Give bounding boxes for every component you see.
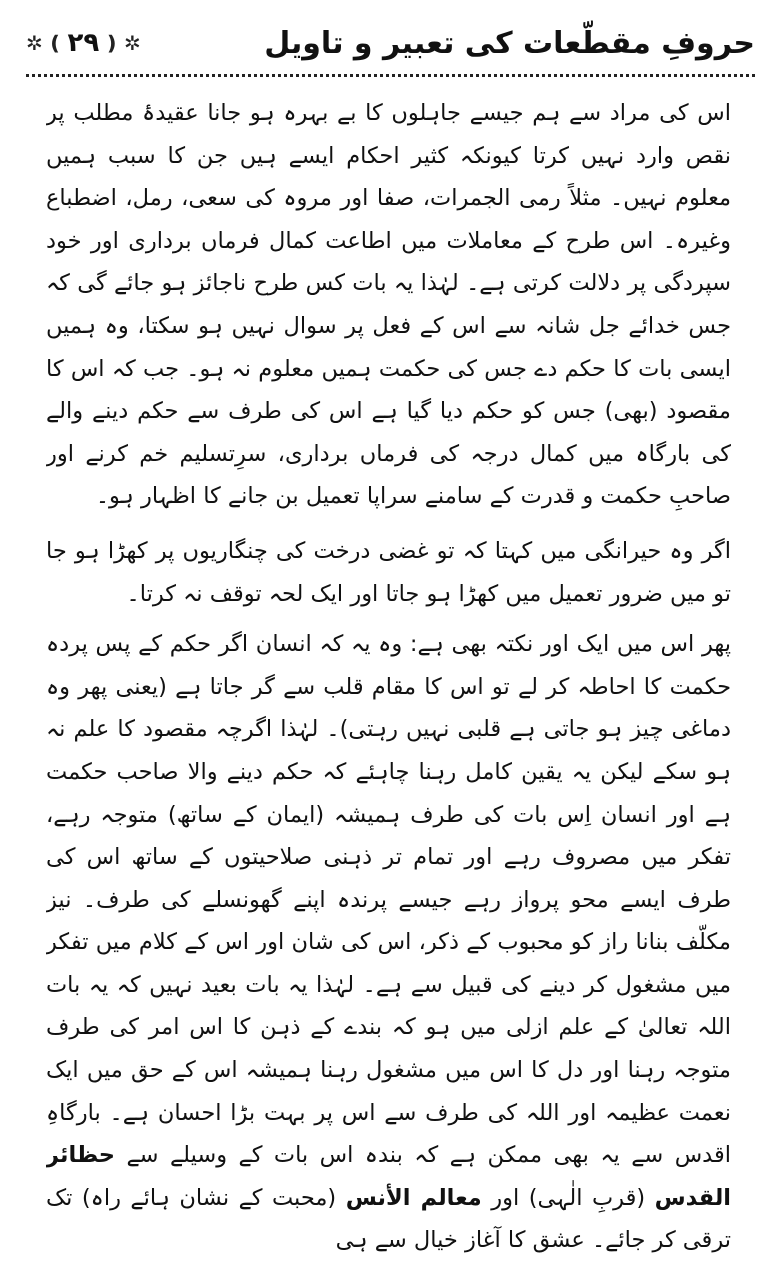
paragraph-1: اس کی مراد سے ہم جیسے جاہلوں کا بے بہرہ ہو جانا عقیدۂ مطلب پر نقص وارد نہیں کرتا کیونکہ کثیر احکام ایسے ہیں جن کا سبب ہمیں معلوم نہیں۔ مثلاً رمی الجمرات، صفا اور مروہ کی سعی، رمل، اضطباع وغیرہ۔ اس طرح کے معاملات میں اطاعت کمال فرماں برداری اور خود سپردگی پر دلالت کرتی ہے۔ لہٰذا یہ بات کس طرح ناجائز ہو جائے گی کہ جس خدائے جل شانہ سے اس کے فعل پر سوال نہیں ہو سکتا، وہ ہمیں ایسی بات کا حکم دے جس کی حکمت ہمیں معلوم نہ ہو۔ جب کہ اس کا مقصود (بھی) جس کو حکم دیا گیا ہے اس کی طرف سے حکم دینے والے کی بارگاہ میں کمال درجہ کی فرماں برداری، سرِتسلیم خم کرنے اور صاحبِ حکمت و قدرت کے سامنے سراپا تعمیل بن جانے کا اظہار ہو۔ bbox=[46, 100, 731, 510]
right-ornament-icon: ✲ bbox=[124, 31, 141, 55]
page-number-ornament bbox=[26, 28, 141, 58]
left-bracket-icon: ❪ bbox=[46, 31, 64, 55]
running-title: حروفِ مقطّعات کی تعبیر و تاویل bbox=[264, 25, 755, 61]
term-hazair-al-quds: حظائر القدس bbox=[46, 1142, 731, 1211]
paragraph-3-text-b: (قربِ الٰہی) اور bbox=[491, 1184, 646, 1211]
paragraph-3 bbox=[46, 623, 731, 1262]
paragraph-2: اگر وہ حیرانگی میں کہتا کہ تو غضی درخت کی چنگاریوں پر کھڑا ہو جا تو میں ضرور تعمیل میں کھڑا ہو جاتا اور ایک لحہ توقف نہ کرتا۔ bbox=[46, 537, 731, 607]
page-header bbox=[26, 18, 755, 68]
right-bracket-icon: ❫ bbox=[103, 31, 121, 55]
page-number: ۲۹ bbox=[67, 28, 100, 58]
page-body bbox=[46, 92, 731, 1269]
paragraph-3-text-c: (محبت کے نشان ہائے راہ) تک ترقی کر جائے۔ عشق کا آغاز خیال سے ہی bbox=[46, 1184, 731, 1254]
term-maalim-al-uns: معالم الأنس bbox=[345, 1184, 482, 1211]
header-divider bbox=[26, 74, 755, 77]
paragraph-3-text-a: پھر اس میں ایک اور نکتہ بھی ہے: وہ یہ کہ انسان اگر حکم کے پس پردہ حکمت کا احاطہ کر لے تو اس کا مقام قلب سے گر جاتا ہے (یعنی پھر وہ دماغی چیز ہو جاتی ہے قلبی نہیں رہتی)۔ لہٰذا اگرچہ مقصود کا علم نہ ہو سکے لیکن یہ یقین کامل رہنا چاہئے کہ حکم دینے والا صاحب حکمت ہے اور انسان اِس بات کی طرف ہمیشہ (ایمان کے ساتھ) متوجہ رہے، تفکر میں مصروف رہے اور تمام تر ذہنی صلاحیتوں کے ساتھ اس کی طرف ایسے محو پرواز رہے جیسے پرندہ اپنے گھونسلے کی طرف۔ نیز مکلّف بنانا راز کو محبوب کے ذکر، اس کی شان اور اس کے کلام میں تفکر میں مشغول کر دینے کی قبیل سے ہے۔ لہٰذا یہ بات بعید نہیں کہ یہ بات اللہ تعالیٰ کے علم ازلی میں ہو کہ بندے کے ذہن کا اس امر کی طرف متوجہ رہنا اور دل کا اس میں مشغول رہنا ہمیشہ اس کے حق میں ایک نعمت عظیمہ اور اللہ کی طرف سے اس پر بہت بڑا احسان ہے۔ بارگاہِ اقدس سے یہ بھی ممکن ہے کہ بندہ اس بات کے وسیلے سے bbox=[46, 631, 731, 1169]
left-ornament-icon: ✲ bbox=[26, 31, 43, 55]
